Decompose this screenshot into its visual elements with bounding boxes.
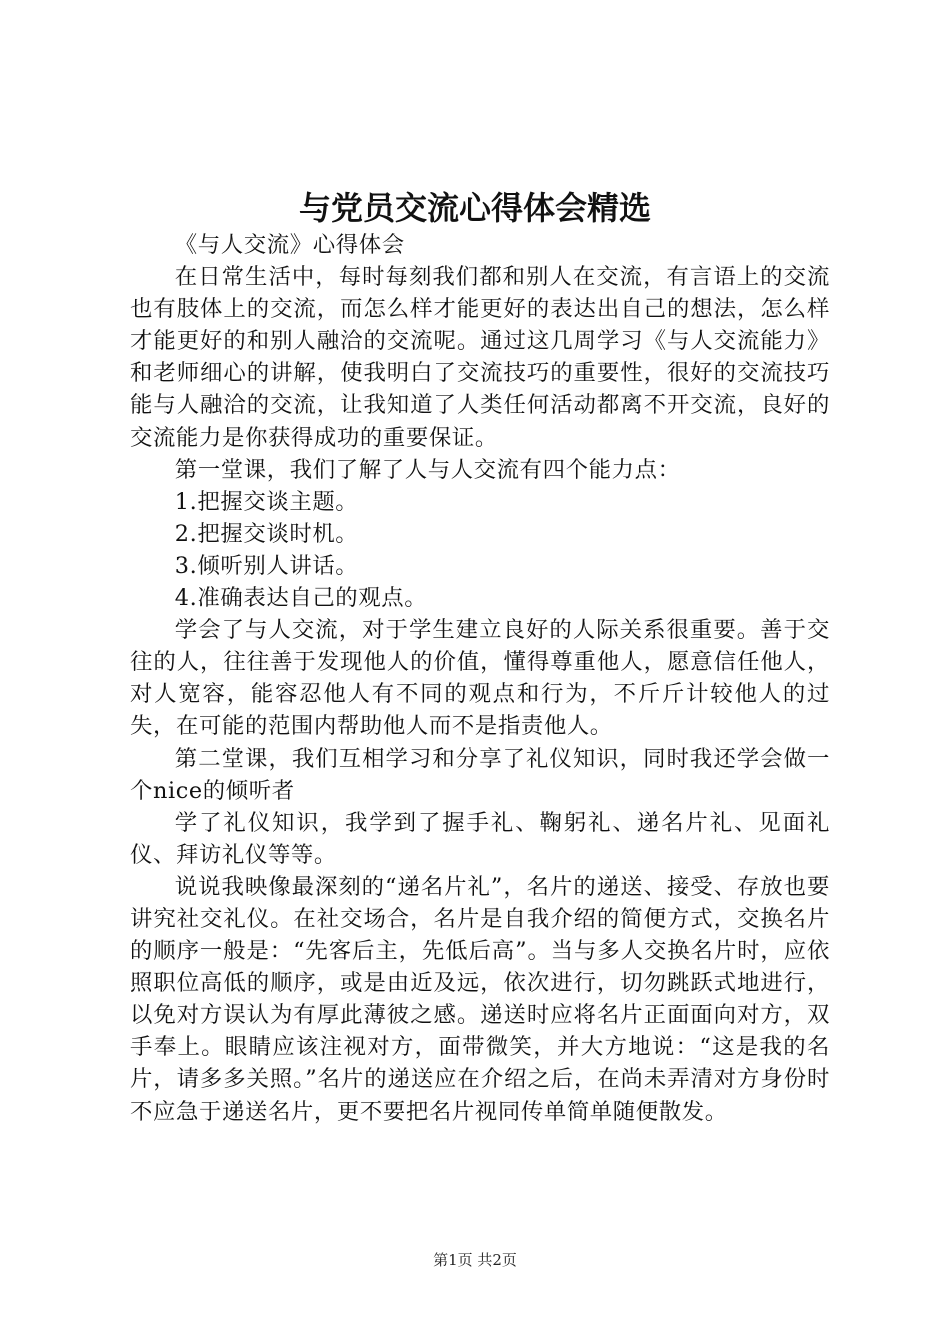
page-number-footer: 第1页 共2页 [433, 1251, 517, 1269]
lesson-two-paragraph: 第二堂课，我们互相学习和分享了礼仪知识，同时我还学会做一个nice的倾听者 [130, 745, 830, 804]
lesson-one-paragraph: 第一堂课，我们了解了人与人交流有四个能力点： [174, 456, 681, 483]
relationships-paragraph: 学会了与人交流，对于学生建立良好的人际关系很重要。善于交往的人，往往善于发现他人的价值，懂得尊重他人，愿意信任他人，对人宽容，能容忍他人有不同的观点和行为，不斤斤计较他人的过失，在可能的范围内帮助他人而不是指责他人。 [130, 617, 830, 740]
list-item: 2.把握交谈时机。 [174, 520, 359, 547]
list-item: 3.倾听别人讲话。 [174, 552, 359, 579]
intro-paragraph: 在日常生活中，每时每刻我们都和别人在交流，有言语上的交流也有肢体上的交流，而怎么样才能更好的表达出自己的想法，怎么样才能更好的和别人融洽的交流呢。通过这几周学习《与人交流能力》和老师细心的讲解，使我明白了交流技巧的重要性，很好的交流技巧能与人融洽的交流，让我知道了人类任何活动都离不开交流，良好的交流能力是你获得成功的重要保证。 [130, 264, 830, 451]
subtitle-paragraph: 《与人交流》心得体会 [174, 232, 405, 258]
business-card-paragraph: 说说我映像最深刻的“递名片礼”，名片的递送、接受、存放也要讲究社交礼仪。在社交场合，名片是自我介绍的简便方式，交换名片的顺序一般是：“先客后主，先低后高”。当与多人交换名片时，应依照职位高低的顺序，或是由近及远，依次进行，切勿跳跃式地进行，以免对方误认为有厚此薄彼之感。递送时应将名片正面面向对方，双手奉上。眼睛应该注视对方，面带微笑，并大方地说：“这是我的名片，请多多关照。”名片的递送应在介绍之后，在尚未弄清对方身份时不应急于递送名片，更不要把名片视同传单简单随便散发。 [130, 873, 830, 1125]
list-item: 1.把握交谈主题。 [174, 488, 359, 515]
list-item: 4.准确表达自己的观点。 [174, 585, 428, 612]
document-title: 与党员交流心得体会精选 [298, 189, 651, 227]
etiquette-paragraph: 学了礼仪知识，我学到了握手礼、鞠躬礼、递名片礼、见面礼仪、拜访礼仪等等。 [130, 809, 830, 868]
document-body [130, 229, 830, 1128]
